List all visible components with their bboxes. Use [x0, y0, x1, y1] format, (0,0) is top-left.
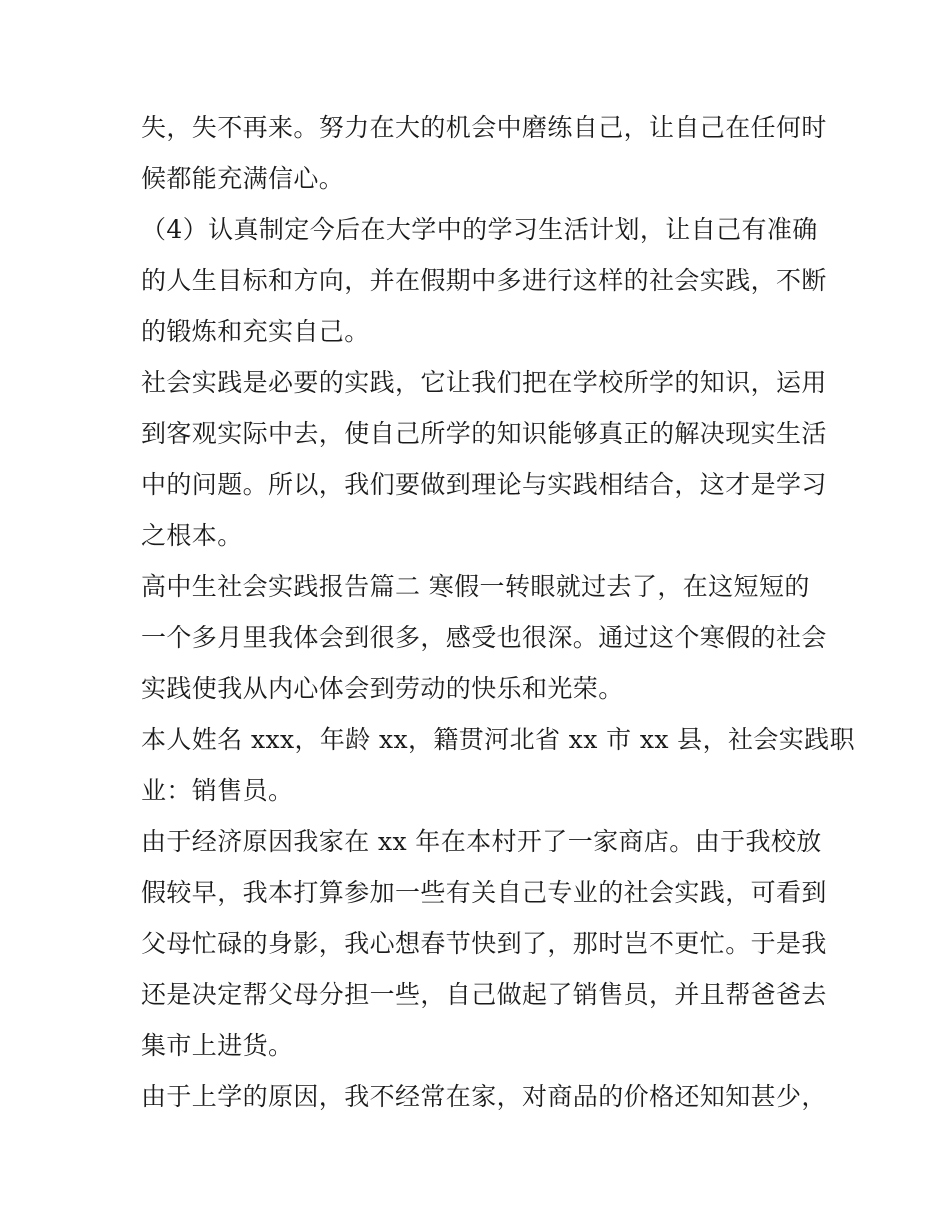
text-line: 还是决定帮父母分担一些，自己做起了销售员，并且帮爸爸去	[141, 980, 827, 1009]
text-line: 之根本。	[141, 521, 243, 550]
text-line: 的锻炼和充实自己。	[141, 317, 370, 346]
text-line: 中的问题。所以，我们要做到理论与实践相结合，这才是学习	[141, 470, 827, 499]
text-line: 到客观实际中去，使自己所学的知识能够真正的解决现实生活	[141, 419, 827, 448]
text-line: 由于经济原因我家在 xx 年在本村开了一家商店。由于我校放	[141, 827, 822, 856]
text-line: （4）认真制定今后在大学中的学习生活计划，让自己有准确	[141, 215, 818, 244]
text-line: 假较早，我本打算参加一些有关自己专业的社会实践，可看到	[141, 878, 827, 907]
text-line: 业：销售员。	[141, 776, 294, 805]
text-line: 实践使我从内心体会到劳动的快乐和光荣。	[141, 674, 624, 703]
text-line: 集市上进货。	[141, 1031, 294, 1060]
text-line: 的人生目标和方向，并在假期中多进行这样的社会实践，不断	[141, 266, 827, 295]
text-line: 本人姓名 xxx，年龄 xx，籍贯河北省 xx 市 xx 县，社会实践职	[141, 725, 855, 754]
text-line: 失，失不再来。努力在大的机会中磨练自己，让自己在任何时	[141, 113, 827, 142]
text-line: 父母忙碌的身影，我心想春节快到了，那时岂不更忙。于是我	[141, 929, 827, 958]
text-line: 高中生社会实践报告篇二 寒假一转眼就过去了，在这短短的	[141, 572, 810, 601]
text-line: 候都能充满信心。	[141, 164, 345, 193]
text-line: 社会实践是必要的实践，它让我们把在学校所学的知识，运用	[141, 368, 827, 397]
text-line: 由于上学的原因，我不经常在家，对商品的价格还知知甚少，	[141, 1082, 827, 1111]
text-line: 一个多月里我体会到很多，感受也很深。通过这个寒假的社会	[141, 623, 827, 652]
